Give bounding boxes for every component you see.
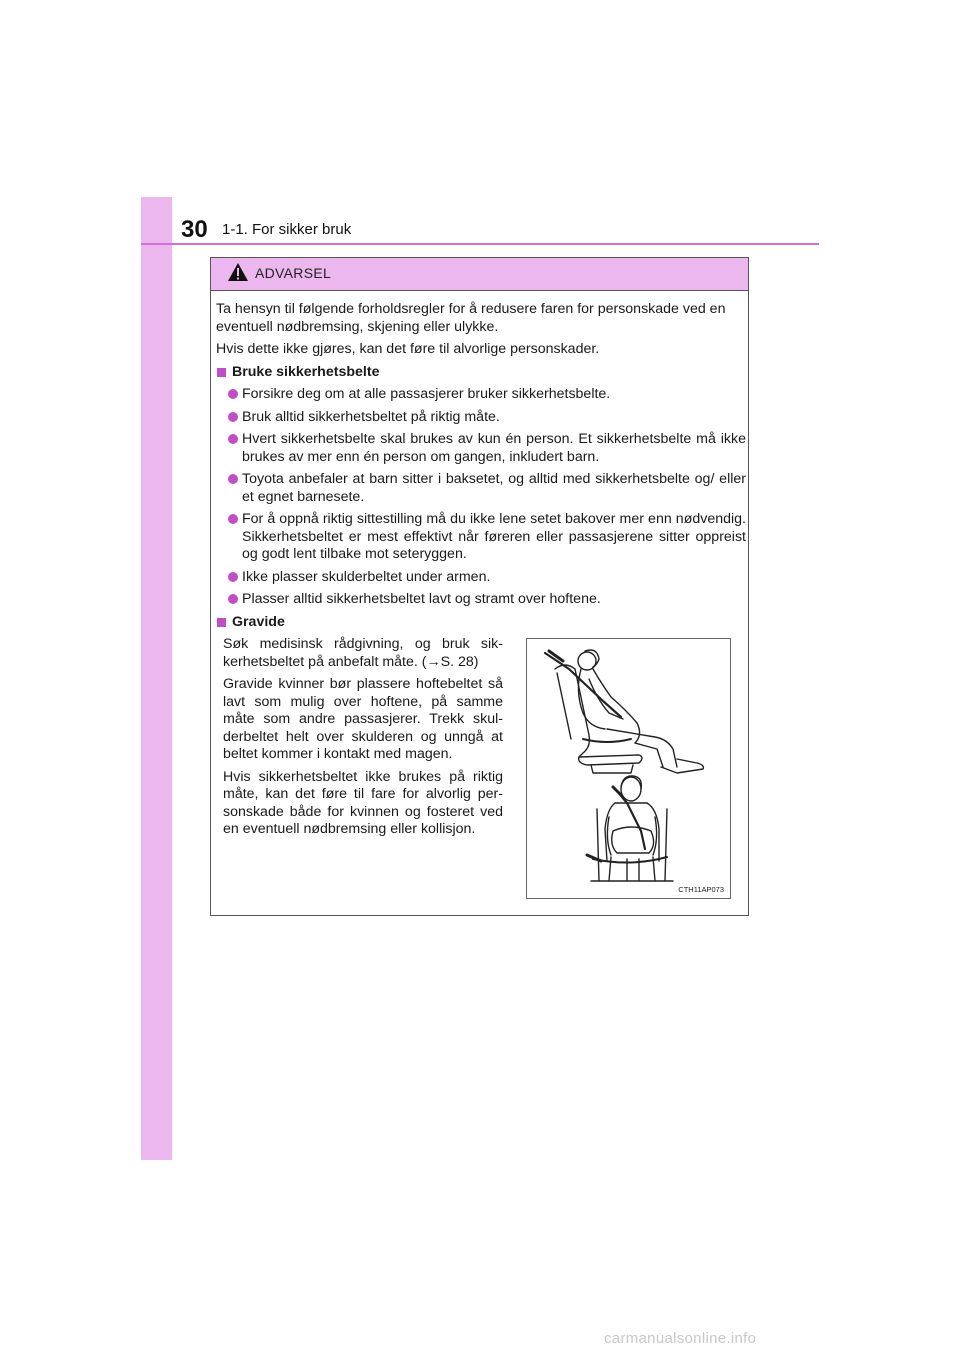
section-heading-label: Bruke sikkerhetsbelte [232,363,380,380]
list-item [216,511,746,564]
paragraph: Gravide kvinner bør plassere hoftebeltet så lavt som mulig over hoftene, på samme måte som andre passasjerer. Trekk skul-derbeltet helt over skulderen og unngå at beltet kommer i kontakt med magen. [223,676,503,762]
section-heading-seatbelt [216,364,746,382]
square-bullet-icon [217,618,226,627]
page-number: 30 [181,216,208,243]
paragraph: Søk medisinsk rådgivning, og bruk sik-kerhetsbeltet på anbefalt måte. (→S. 28) [223,636,503,670]
seatbelt-illustration [526,638,731,899]
section-heading-label: Gravide [232,613,285,630]
list-item [216,471,746,506]
warning-intro: Ta hensyn til følgende forholdsregler for å redusere faren for personskade ved en eventuell nødbremsing, skjening eller ulykke. [216,301,726,335]
warning-box [210,257,749,916]
paragraph: Hvis sikkerhetsbeltet ikke brukes på riktig måte, kan det føre til fare for alvorlig per-sonskade både for kvinnen og fosteret ved en eventuell nødbremsing eller kollisjon. [223,768,503,837]
bullet-dot-icon [228,572,238,582]
list-item-text: Hvert sikkerhetsbelte skal brukes av kun én person. Et sikkerhetsbelte må ikke brukes av mer enn én person om gangen, inkludert barn. [242,431,746,465]
warning-body [216,301,746,636]
list-item [216,591,746,609]
square-bullet-icon [217,368,226,377]
list-item-text: Bruk alltid sikkerhetsbeltet på riktig måte. [242,408,500,425]
warning-consequence: Hvis dette ikke gjøres, kan det føre til alvorlige personskader. [216,341,600,357]
pregnant-seated-side-view-illustration [527,639,730,779]
warning-title: ADVARSEL [255,265,332,281]
warning-triangle-icon [227,262,249,282]
section-title: 1-1. For sikker bruk [222,221,352,238]
warning-header [211,258,748,291]
side-tab-strip [141,197,172,1160]
figure-code: CTH11AP073 [678,885,724,894]
list-item [216,569,746,587]
bullet-dot-icon [228,474,238,484]
header-rule [141,243,819,245]
list-item-text: Plasser alltid sikkerhetsbeltet lavt og stramt over hoftene. [242,591,601,607]
list-item-text: Forsikre deg om at alle passasjerer bruker sikkerhetsbelte. [242,386,611,402]
list-item-text: Toyota anbefaler at barn sitter i baksetet, og alltid med sikkerhetsbelte og/ eller et egnet barnesete. [242,471,746,505]
bullet-dot-icon [228,412,238,422]
bullet-dot-icon [228,389,238,399]
pregnancy-text [223,636,503,844]
list-item [216,409,746,427]
list-item [216,386,746,404]
bullet-dot-icon [228,594,238,604]
list-item [216,431,746,466]
bullet-dot-icon [228,434,238,444]
section-heading-pregnant [216,614,746,632]
list-item-text: Ikke plasser skulderbeltet under armen. [242,568,491,585]
watermark: carmanualsonline.info [604,1330,757,1347]
pregnant-seated-front-view-illustration [527,769,730,887]
bullet-dot-icon [228,514,238,524]
list-item-text: For å oppnå riktig sittestilling må du ikke lene setet bakover mer enn nødvendig. Sikkerhetsbeltet er mest effektivt når føreren eller passasjerene sitter oppreist og godt lent tilbake mot seteryggen. [242,511,746,562]
